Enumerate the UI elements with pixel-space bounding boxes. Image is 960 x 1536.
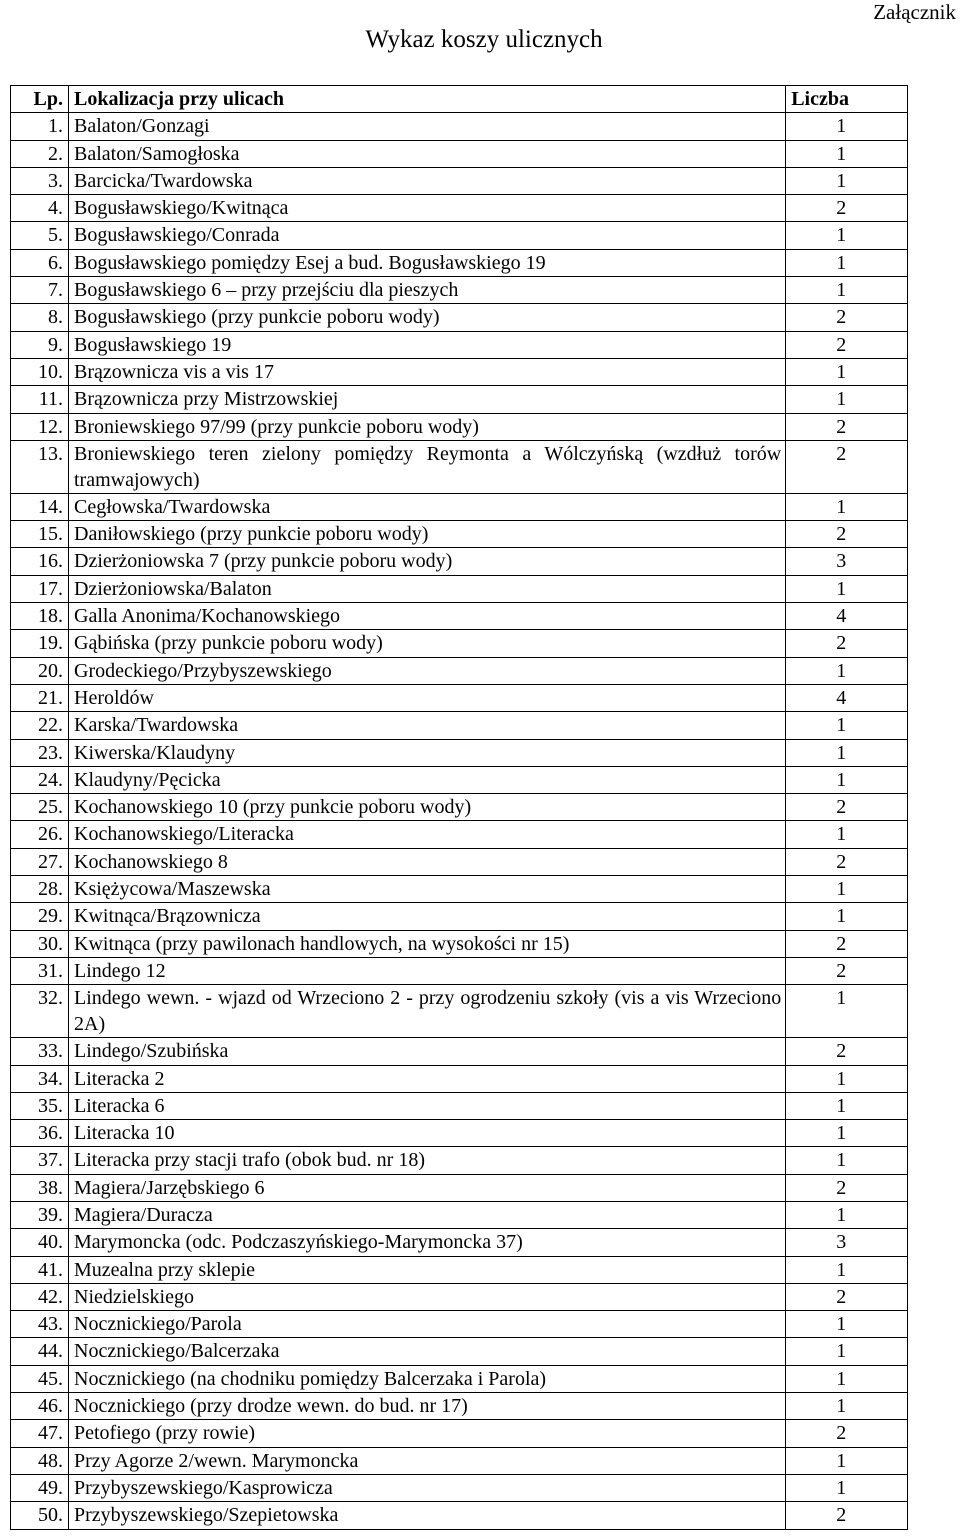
table-row: [11, 848, 908, 875]
row-lp: 20.: [11, 657, 69, 684]
table-row: [11, 440, 908, 493]
row-lp: 37.: [11, 1147, 69, 1174]
row-lp: 18.: [11, 603, 69, 630]
row-location: Kochanowskiego 10 (przy punkcie poboru wody): [69, 794, 786, 821]
row-location: Marymoncka (odc. Podczaszyńskiego-Marymoncka 37): [69, 1229, 786, 1256]
row-location: Broniewskiego 97/99 (przy punkcie poboru wody): [69, 413, 786, 440]
table-row: [11, 1092, 908, 1119]
row-lp: 47.: [11, 1420, 69, 1447]
row-count: 2: [786, 1174, 908, 1201]
row-count: 1: [786, 575, 908, 602]
row-count: 1: [786, 1474, 908, 1501]
row-location: Bogusławskiego pomiędzy Esej a bud. Bogusławskiego 19: [69, 249, 786, 276]
row-count: 2: [786, 195, 908, 222]
row-lp: 25.: [11, 794, 69, 821]
row-count: 1: [786, 876, 908, 903]
row-location: Bogusławskiego 19: [69, 331, 786, 358]
row-location: Dzierżoniowska 7 (przy punkcie poboru wody): [69, 548, 786, 575]
table-row: [11, 1338, 908, 1365]
row-count: 1: [786, 140, 908, 167]
header-lp: Lp.: [11, 86, 69, 113]
table-row: [11, 277, 908, 304]
row-lp: 39.: [11, 1201, 69, 1228]
table-row: [11, 1256, 908, 1283]
table-row: [11, 603, 908, 630]
row-location: Gąbińska (przy punkcie poboru wody): [69, 630, 786, 657]
row-lp: 49.: [11, 1474, 69, 1501]
table-row: [11, 1120, 908, 1147]
row-location: Magiera/Duracza: [69, 1201, 786, 1228]
row-location: Kochanowskiego/Literacka: [69, 821, 786, 848]
row-location: Lindego/Szubińska: [69, 1038, 786, 1065]
table-body: [11, 113, 908, 1529]
row-lp: 12.: [11, 413, 69, 440]
row-location: Muzealna przy sklepie: [69, 1256, 786, 1283]
row-location: Klaudyny/Pęcicka: [69, 766, 786, 793]
row-lp: 3.: [11, 167, 69, 194]
table-row: [11, 493, 908, 520]
row-location: Bogusławskiego/Kwitnąca: [69, 195, 786, 222]
row-lp: 4.: [11, 195, 69, 222]
row-lp: 43.: [11, 1311, 69, 1338]
row-lp: 30.: [11, 930, 69, 957]
table-row: [11, 1420, 908, 1447]
table-row: [11, 1147, 908, 1174]
row-count: 2: [786, 1420, 908, 1447]
row-count: 2: [786, 413, 908, 440]
row-lp: 14.: [11, 493, 69, 520]
table-row: [11, 386, 908, 413]
row-count: 1: [786, 766, 908, 793]
table-row: [11, 1393, 908, 1420]
row-count: 1: [786, 1147, 908, 1174]
row-location: Magiera/Jarzębskiego 6: [69, 1174, 786, 1201]
row-lp: 31.: [11, 957, 69, 984]
row-count: 1: [786, 985, 908, 1038]
table-row: [11, 1201, 908, 1228]
table-header-row: [11, 86, 908, 113]
table-row: [11, 930, 908, 957]
row-count: 2: [786, 1038, 908, 1065]
table-row: [11, 712, 908, 739]
row-lp: 17.: [11, 575, 69, 602]
row-location: Lindego wewn. - wjazd od Wrzeciono 2 - przy ogrodzeniu szkoły (vis a vis Wrzeciono 2A): [69, 985, 786, 1038]
table-row: [11, 548, 908, 575]
row-lp: 11.: [11, 386, 69, 413]
row-lp: 21.: [11, 684, 69, 711]
row-lp: 36.: [11, 1120, 69, 1147]
row-location: Brązownicza vis a vis 17: [69, 358, 786, 385]
row-count: 1: [786, 1447, 908, 1474]
table-row: [11, 657, 908, 684]
row-lp: 5.: [11, 222, 69, 249]
row-count: 2: [786, 957, 908, 984]
row-lp: 7.: [11, 277, 69, 304]
attachment-label: Załącznik: [873, 0, 956, 24]
row-lp: 8.: [11, 304, 69, 331]
row-count: 1: [786, 277, 908, 304]
row-location: Cegłowska/Twardowska: [69, 493, 786, 520]
table-row: [11, 222, 908, 249]
row-lp: 33.: [11, 1038, 69, 1065]
table-row: [11, 1038, 908, 1065]
table-row: [11, 331, 908, 358]
table-row: [11, 575, 908, 602]
row-location: Nocznickiego (przy drodze wewn. do bud. nr 17): [69, 1393, 786, 1420]
bins-table: [10, 85, 908, 1530]
row-location: Literacka 6: [69, 1092, 786, 1119]
table-row: [11, 249, 908, 276]
row-location: Balaton/Samogłoska: [69, 140, 786, 167]
table-row: [11, 957, 908, 984]
row-location: Przy Agorze 2/wewn. Marymoncka: [69, 1447, 786, 1474]
row-lp: 42.: [11, 1283, 69, 1310]
table-row: [11, 1447, 908, 1474]
table-row: [11, 1474, 908, 1501]
row-location: Nocznickiego/Balcerzaka: [69, 1338, 786, 1365]
row-location: Przybyszewskiego/Kasprowicza: [69, 1474, 786, 1501]
table-row: [11, 1065, 908, 1092]
row-count: 3: [786, 548, 908, 575]
table-row: [11, 1502, 908, 1529]
row-location: Literacka 10: [69, 1120, 786, 1147]
table-row: [11, 794, 908, 821]
row-count: 2: [786, 930, 908, 957]
row-count: 1: [786, 493, 908, 520]
row-lp: 1.: [11, 113, 69, 140]
row-location: Dzierżoniowska/Balaton: [69, 575, 786, 602]
table-row: [11, 521, 908, 548]
header-count: Liczba: [786, 86, 908, 113]
row-count: 2: [786, 331, 908, 358]
row-location: Kwitnąca (przy pawilonach handlowych, na wysokości nr 15): [69, 930, 786, 957]
row-lp: 9.: [11, 331, 69, 358]
row-lp: 40.: [11, 1229, 69, 1256]
header-location: Lokalizacja przy ulicach: [69, 86, 786, 113]
row-lp: 19.: [11, 630, 69, 657]
row-lp: 44.: [11, 1338, 69, 1365]
row-count: 1: [786, 1338, 908, 1365]
table-row: [11, 140, 908, 167]
row-lp: 28.: [11, 876, 69, 903]
table-row: [11, 195, 908, 222]
table-row: [11, 903, 908, 930]
row-lp: 29.: [11, 903, 69, 930]
row-lp: 6.: [11, 249, 69, 276]
row-location: Daniłowskiego (przy punkcie poboru wody): [69, 521, 786, 548]
row-count: 1: [786, 1365, 908, 1392]
table-row: [11, 1174, 908, 1201]
row-lp: 26.: [11, 821, 69, 848]
table-row: [11, 876, 908, 903]
row-lp: 45.: [11, 1365, 69, 1392]
table-row: [11, 358, 908, 385]
row-count: 1: [786, 358, 908, 385]
row-lp: 46.: [11, 1393, 69, 1420]
row-count: 1: [786, 113, 908, 140]
row-lp: 22.: [11, 712, 69, 739]
row-lp: 32.: [11, 985, 69, 1038]
row-lp: 35.: [11, 1092, 69, 1119]
row-count: 4: [786, 684, 908, 711]
row-location: Przybyszewskiego/Szepietowska: [69, 1502, 786, 1529]
table-row: [11, 1365, 908, 1392]
table-row: [11, 985, 908, 1038]
table-row: [11, 113, 908, 140]
row-count: 2: [786, 440, 908, 493]
row-location: Kwitnąca/Brązownicza: [69, 903, 786, 930]
row-count: 1: [786, 821, 908, 848]
row-location: Kiwerska/Klaudyny: [69, 739, 786, 766]
row-count: 1: [786, 657, 908, 684]
table-row: [11, 1311, 908, 1338]
row-count: 3: [786, 1229, 908, 1256]
row-lp: 50.: [11, 1502, 69, 1529]
row-count: 1: [786, 222, 908, 249]
row-location: Niedzielskiego: [69, 1283, 786, 1310]
table-row: [11, 821, 908, 848]
row-lp: 10.: [11, 358, 69, 385]
page-title: Wykaz koszy ulicznych: [365, 26, 603, 53]
table-row: [11, 304, 908, 331]
row-count: 1: [786, 249, 908, 276]
table-row: [11, 1229, 908, 1256]
row-lp: 34.: [11, 1065, 69, 1092]
table-row: [11, 630, 908, 657]
row-lp: 13.: [11, 440, 69, 493]
row-location: Nocznickiego (na chodniku pomiędzy Balcerzaka i Parola): [69, 1365, 786, 1392]
row-location: Nocznickiego/Parola: [69, 1311, 786, 1338]
row-count: 1: [786, 903, 908, 930]
row-count: 1: [786, 1120, 908, 1147]
row-count: 1: [786, 386, 908, 413]
row-count: 1: [786, 1201, 908, 1228]
row-count: 1: [786, 1092, 908, 1119]
table-row: [11, 413, 908, 440]
row-location: Grodeckiego/Przybyszewskiego: [69, 657, 786, 684]
row-count: 2: [786, 794, 908, 821]
row-lp: 15.: [11, 521, 69, 548]
row-location: Bogusławskiego 6 – przy przejściu dla pieszych: [69, 277, 786, 304]
row-location: Balaton/Gonzagi: [69, 113, 786, 140]
row-count: 2: [786, 521, 908, 548]
table-row: [11, 1283, 908, 1310]
row-count: 1: [786, 1256, 908, 1283]
row-location: Literacka przy stacji trafo (obok bud. nr 18): [69, 1147, 786, 1174]
row-lp: 24.: [11, 766, 69, 793]
row-lp: 27.: [11, 848, 69, 875]
row-lp: 2.: [11, 140, 69, 167]
row-location: Księżycowa/Maszewska: [69, 876, 786, 903]
row-count: 1: [786, 1311, 908, 1338]
table-row: [11, 766, 908, 793]
row-location: Broniewskiego teren zielony pomiędzy Reymonta a Wólczyńską (wzdłuż torów tramwajowych): [69, 440, 786, 493]
row-count: 1: [786, 1065, 908, 1092]
row-count: 2: [786, 1502, 908, 1529]
row-location: Bogusławskiego/Conrada: [69, 222, 786, 249]
table-row: [11, 739, 908, 766]
row-count: 2: [786, 848, 908, 875]
row-count: 1: [786, 167, 908, 194]
row-location: Brązownicza przy Mistrzowskiej: [69, 386, 786, 413]
row-location: Heroldów: [69, 684, 786, 711]
row-lp: 48.: [11, 1447, 69, 1474]
row-lp: 23.: [11, 739, 69, 766]
row-count: 1: [786, 712, 908, 739]
row-location: Galla Anonima/Kochanowskiego: [69, 603, 786, 630]
table-row: [11, 167, 908, 194]
row-count: 1: [786, 739, 908, 766]
row-count: 2: [786, 1283, 908, 1310]
row-location: Kochanowskiego 8: [69, 848, 786, 875]
row-location: Barcicka/Twardowska: [69, 167, 786, 194]
table-row: [11, 684, 908, 711]
row-location: Bogusławskiego (przy punkcie poboru wody): [69, 304, 786, 331]
row-count: 4: [786, 603, 908, 630]
row-lp: 41.: [11, 1256, 69, 1283]
row-location: Lindego 12: [69, 957, 786, 984]
row-count: 2: [786, 304, 908, 331]
row-location: Literacka 2: [69, 1065, 786, 1092]
row-count: 1: [786, 1393, 908, 1420]
row-count: 2: [786, 630, 908, 657]
row-lp: 38.: [11, 1174, 69, 1201]
row-lp: 16.: [11, 548, 69, 575]
row-location: Karska/Twardowska: [69, 712, 786, 739]
row-location: Petofiego (przy rowie): [69, 1420, 786, 1447]
